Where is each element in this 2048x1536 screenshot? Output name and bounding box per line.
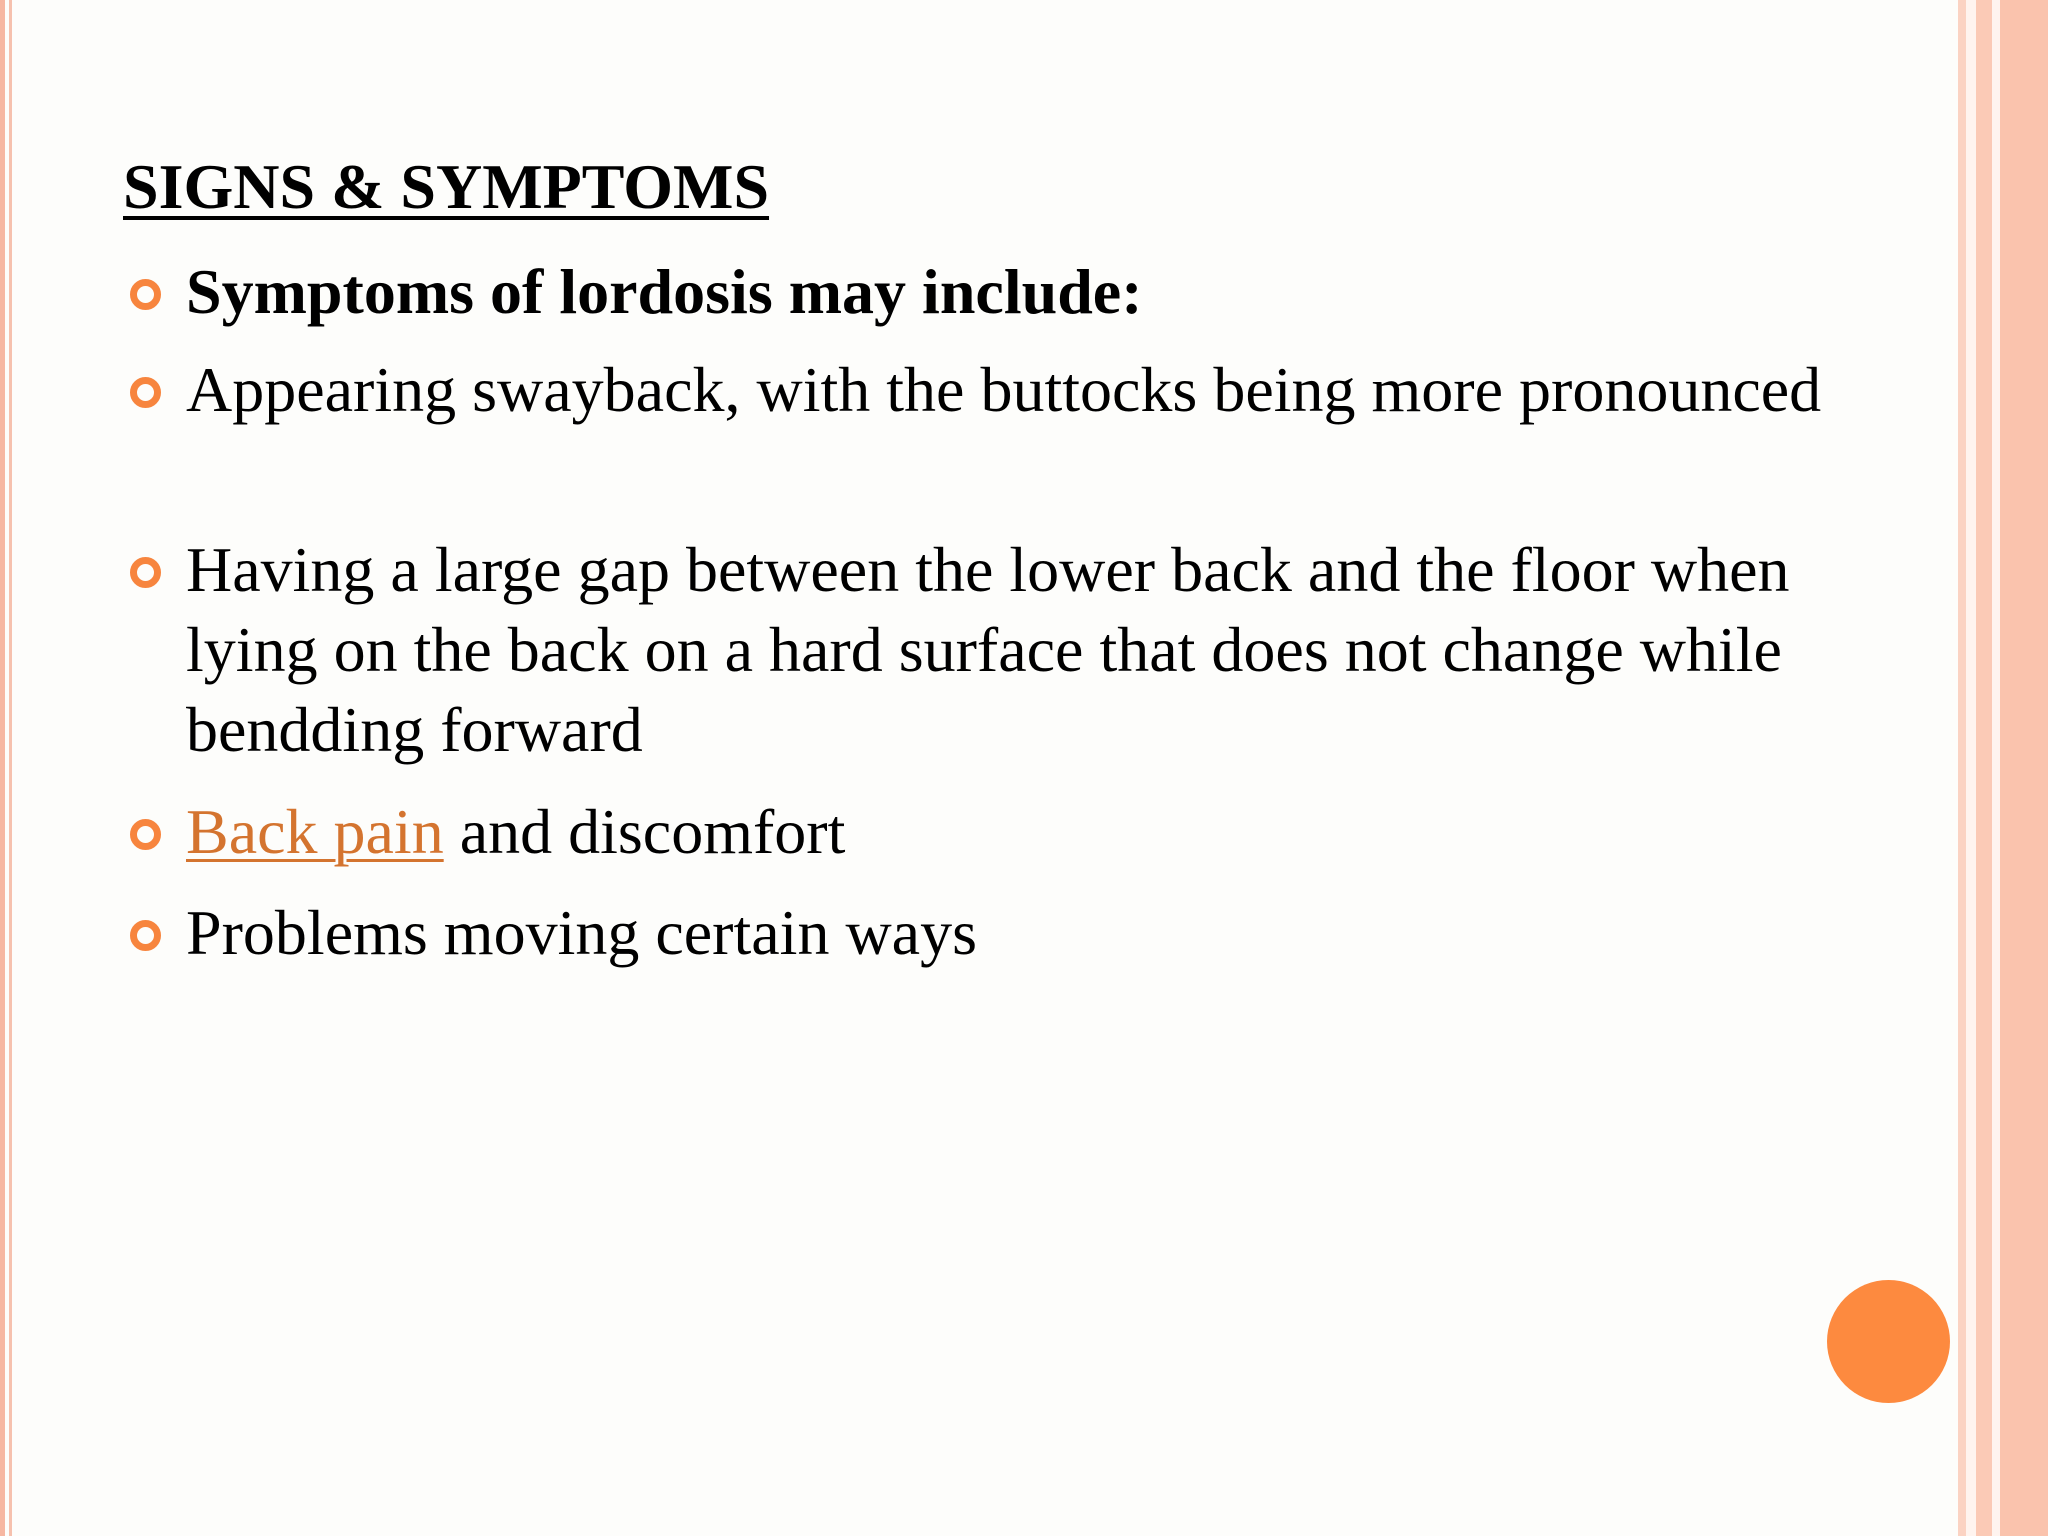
right-frame-stripe	[1992, 0, 2000, 1536]
bullet-text: Appearing swayback, with the buttocks being more pronounced	[186, 354, 1822, 425]
bullet-text: and discomfort	[443, 796, 846, 867]
right-frame-stripe	[1958, 0, 1966, 1536]
bullet-item-back-pain	[186, 792, 1926, 872]
bullet-item-moving-problems	[186, 893, 1926, 973]
right-frame-band	[2000, 0, 2048, 1536]
bullet-text: Symptoms of lordosis may include:	[186, 256, 1143, 327]
bullet-item-lower-back-gap	[186, 530, 1926, 770]
bullet-circle-icon	[130, 920, 161, 951]
bullet-text: Problems moving certain ways	[186, 897, 977, 968]
bullet-circle-icon	[130, 557, 161, 588]
slide-title: SIGNS & SYMPTOMS	[123, 151, 770, 222]
right-frame-stripe	[1966, 0, 1976, 1536]
left-frame-line-inner	[9, 0, 12, 1536]
bullet-item-swayback	[186, 350, 1926, 430]
left-frame-line	[0, 0, 5, 1536]
bullet-circle-icon	[130, 819, 161, 850]
bullet-text: Having a large gap between the lower back and the floor when lying on the back on a hard surface that does not change while bendding forward	[186, 534, 1790, 765]
right-frame-stripe	[1976, 0, 1992, 1536]
bullet-circle-icon	[130, 377, 161, 408]
bullet-circle-icon	[130, 279, 161, 310]
orange-circle-decoration	[1827, 1280, 1950, 1403]
back-pain-link[interactable]: Back pain	[186, 796, 444, 867]
bullet-item-intro	[186, 252, 1926, 332]
